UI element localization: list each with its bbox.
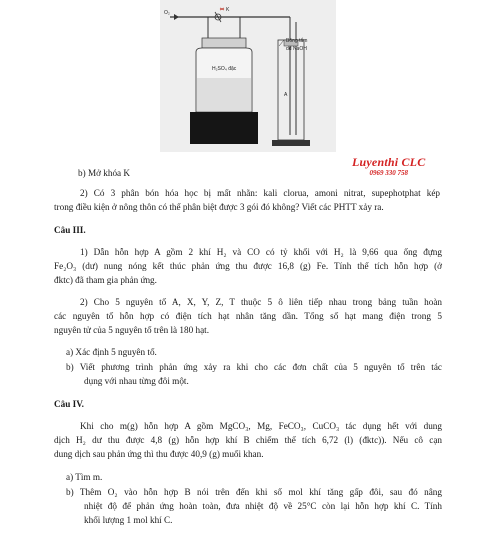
line-a2: a) Tìm m. bbox=[66, 472, 103, 482]
line-p4-3: dung dịch sau phản ứng thì thu được 40,9 (g) muối khan. bbox=[54, 449, 264, 459]
section-4-heading: Câu IV. bbox=[54, 399, 84, 409]
line-p4-1: Khi cho m(g) hỗn hợp A gồm MgCO₃, Mg, FeCO₃, CuCO₃ tác dụng hết với dung bbox=[80, 421, 442, 431]
acid-label: H₂SO₄ đặc bbox=[212, 66, 237, 72]
apparatus-figure bbox=[160, 0, 336, 152]
line-b-open-k: b) Mở khóa K bbox=[78, 168, 131, 178]
watermark bbox=[352, 155, 425, 177]
line-b1-1: b) Viết phương trình phản ứng xảy ra khi cho các đơn chất của 5 nguyên tố trên tác bbox=[66, 362, 442, 372]
line-b1-2: dụng với nhau từng đôi một. bbox=[84, 376, 189, 386]
line-b2-3: khối lượng 1 mol khí C. bbox=[84, 515, 173, 525]
line-p1-3: đktc) đã tham gia phản ứng. bbox=[54, 275, 157, 285]
cotton-label-2: dd NaOH bbox=[286, 46, 307, 52]
line-a1: a) Xác định 5 nguyên tố. bbox=[66, 347, 157, 357]
line-p1-1: 1) Dẫn hỗn hợp A gồm 2 khí H₂ và CO có tỷ khối với H₂ là 9,66 qua ống đựng bbox=[80, 247, 442, 257]
line-p4-2: dịch H₂ dư thu được 4,8 (g) hỗn hợp khí B chiếm thể tích 6,72 (l) (đktc)). Nếu cô cạn bbox=[54, 435, 442, 445]
watermark-phone: 0969 330 758 bbox=[369, 169, 408, 177]
section-3-heading: Câu III. bbox=[54, 225, 86, 235]
cotton-label: Bông tẩm bbox=[286, 38, 308, 44]
line-q2-2: trong điều kiện ở nông thôn có thể phân biệt được 3 gói đó không? Viết các PHTT xảy ra. bbox=[54, 202, 384, 212]
line-b2-2: nhiệt độ để phản ứng hoàn toàn, đưa nhiệt độ về 25°C còn lại hỗn hợp khí C. Tính bbox=[84, 501, 442, 511]
tube-label: A bbox=[284, 92, 288, 98]
apparatus-diagram bbox=[160, 0, 336, 152]
line-b2-1: b) Thêm O₂ vào hỗn hợp B nói trên đến khi số mol khí tăng gấp đôi, sau đó nâng bbox=[66, 487, 442, 497]
line-p2-3: nguyên tử của 5 nguyên tố trên là 180 hạt. bbox=[54, 325, 210, 335]
line-q2-1: 2) Có 3 phân bón hóa học bị mất nhãn: kali clorua, amoni nitrat, supephotphat kép bbox=[80, 188, 440, 198]
line-p2-2: các nguyên tố hỗn hợp có điện tích hạt nhân tăng dần. Tổng số hạt mang điện trong 5 bbox=[54, 311, 442, 321]
watermark-brand: Luyenthi CLC bbox=[352, 155, 426, 169]
gas-label: O₂ bbox=[164, 10, 170, 16]
valve-label: K bbox=[226, 7, 230, 13]
line-p2-1: 2) Cho 5 nguyên tố A, X, Y, Z, T thuộc 5 ô liên tiếp nhau trong bảng tuần hoàn bbox=[80, 297, 442, 307]
line-p1-2: Fe₂O₃ (dư) nung nóng kết thúc phản ứng thu được 16,8 (g) Fe. Tính thể tích hỗn hợp (ở bbox=[54, 261, 442, 271]
